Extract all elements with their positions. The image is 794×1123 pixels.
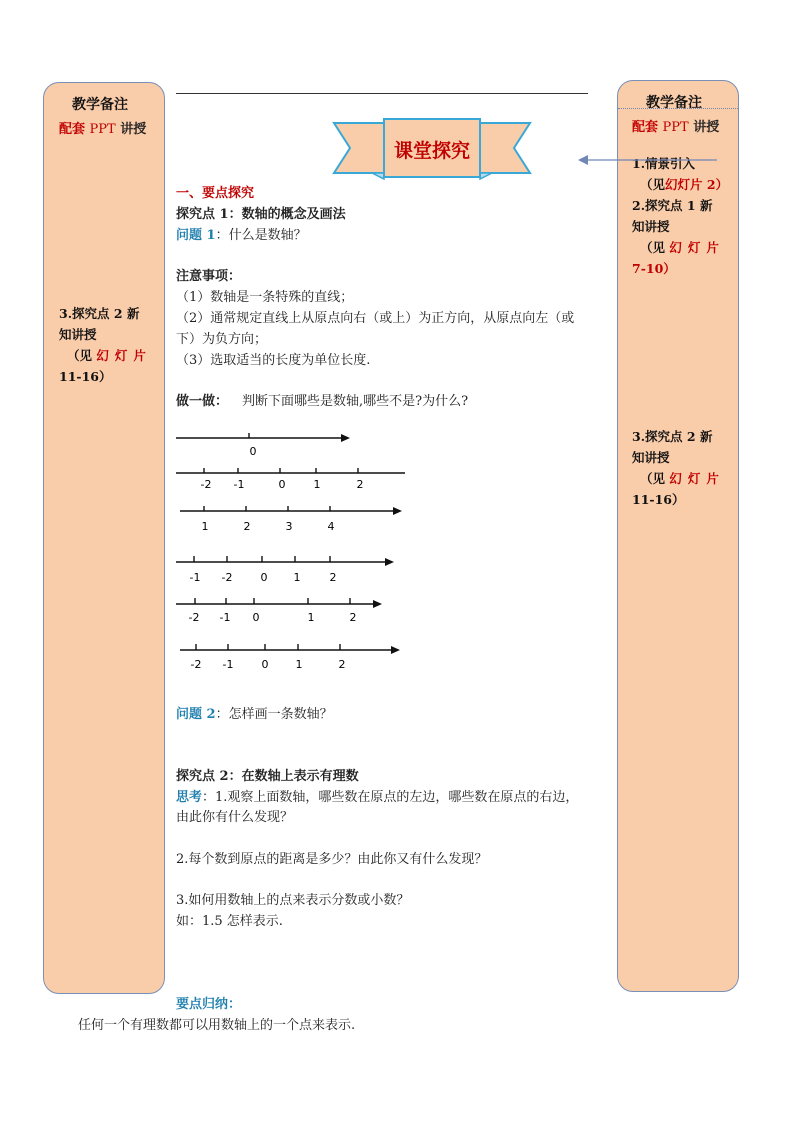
axis-3-label: 1 (201, 520, 209, 533)
axis-4-label: 0 (260, 571, 268, 584)
summary-text: 任何一个有理数都可以用数轴上的一个点来表示. (78, 1018, 356, 1033)
axis-3-label: 4 (327, 520, 335, 533)
axis-3-label: 3 (285, 520, 293, 533)
point1-heading: 探究点 1：数轴的概念及画法 (176, 207, 346, 222)
axis-5-label: 0 (252, 611, 260, 624)
point2-heading: 探究点 2：在数轴上表示有理数 (176, 769, 359, 784)
axis-4 (176, 556, 394, 584)
axis-5-label: 2 (349, 611, 357, 624)
axis-6 (180, 644, 400, 671)
axis-6-label: -2 (190, 658, 202, 671)
summary-heading: 要点归纳： (176, 997, 242, 1012)
think-3: 3.如何用数轴上的点来表示分数或小数？ (176, 893, 410, 908)
pointer-arrow-icon (575, 150, 720, 170)
question2: 问题 2：怎样画一条数轴？ (176, 707, 333, 722)
axis-6-label: 2 (338, 658, 346, 671)
axis-5-label: 1 (307, 611, 315, 624)
banner-title: 课堂探究 (393, 140, 471, 162)
axis-4-label: -2 (221, 571, 233, 584)
section-heading: 一、要点探究 (176, 186, 255, 201)
left-notes-subtitle: 配套 PPT 讲授 (59, 122, 147, 137)
axis-2-label: 2 (356, 478, 364, 491)
left-notes-panel (43, 82, 165, 994)
try-it-line: 做一做： 判断下面哪些是数轴,哪些不是?为什么? (176, 394, 469, 409)
notes-heading: 注意事项： (176, 269, 242, 284)
example-line: 如：1.5 怎样表示. (176, 914, 283, 929)
axis-5-label: -2 (188, 611, 200, 624)
note-3: （3）选取适当的长度为单位长度. (176, 353, 371, 368)
top-rule (176, 93, 588, 94)
think-1a: 思考：1.观察上面数轴，哪些数在原点的左边，哪些数在原点的右边， (176, 790, 579, 805)
axis-2-label: -1 (233, 478, 245, 491)
axis-1 (176, 433, 350, 458)
axis-6-label: 1 (295, 658, 303, 671)
axis-4-label: -1 (189, 571, 201, 584)
axis-5-label: -1 (219, 611, 231, 624)
right-dotted-divider (618, 108, 738, 109)
axis-4-label: 1 (293, 571, 301, 584)
right-notes-panel (617, 80, 739, 992)
question1: 问题 1：什么是数轴？ (176, 228, 307, 243)
axis-3-label: 2 (243, 520, 251, 533)
axis-5 (176, 598, 382, 624)
right-notes-title: 教学备注 (646, 95, 702, 111)
right-notes-subtitle: 配套 PPT 讲授 (632, 120, 720, 135)
think-1b: 由此你有什么发现？ (176, 810, 294, 825)
axis-2-label: -2 (200, 478, 212, 491)
think-2: 2.每个数到原点的距离是多少？由此你又有什么发现？ (176, 852, 488, 867)
right-note-block-b: 3.探究点 2 新 知讲授 （见 幻灯片 11-16） (632, 429, 725, 507)
axis-3 (180, 506, 402, 533)
axis-4-label: 2 (329, 571, 337, 584)
axis-6-label: 0 (261, 658, 269, 671)
note-2a: （2）通常规定直线上从原点向右（或上）为正方向，从原点向左（或 (176, 311, 575, 326)
left-notes-title: 教学备注 (72, 97, 128, 113)
axis-2-label: 1 (313, 478, 321, 491)
banner-ribbon (332, 117, 532, 183)
left-note-block: 3.探究点 2 新 知讲授 （见 幻灯片 11-16） (59, 306, 152, 384)
axis-2-label: 0 (278, 478, 286, 491)
axis-1-label: 0 (249, 445, 257, 458)
axis-6-label: -1 (222, 658, 234, 671)
note-2b: 下）为负方向； (176, 332, 268, 347)
note-1: （1）数轴是一条特殊的直线； (176, 290, 354, 305)
right-note-block-a: 1.情景引入 （见幻灯片 2） 2.探究点 1 新 知讲授 （见 幻灯片 7-10） (632, 156, 729, 276)
number-lines (170, 425, 420, 675)
axis-2 (176, 468, 405, 491)
